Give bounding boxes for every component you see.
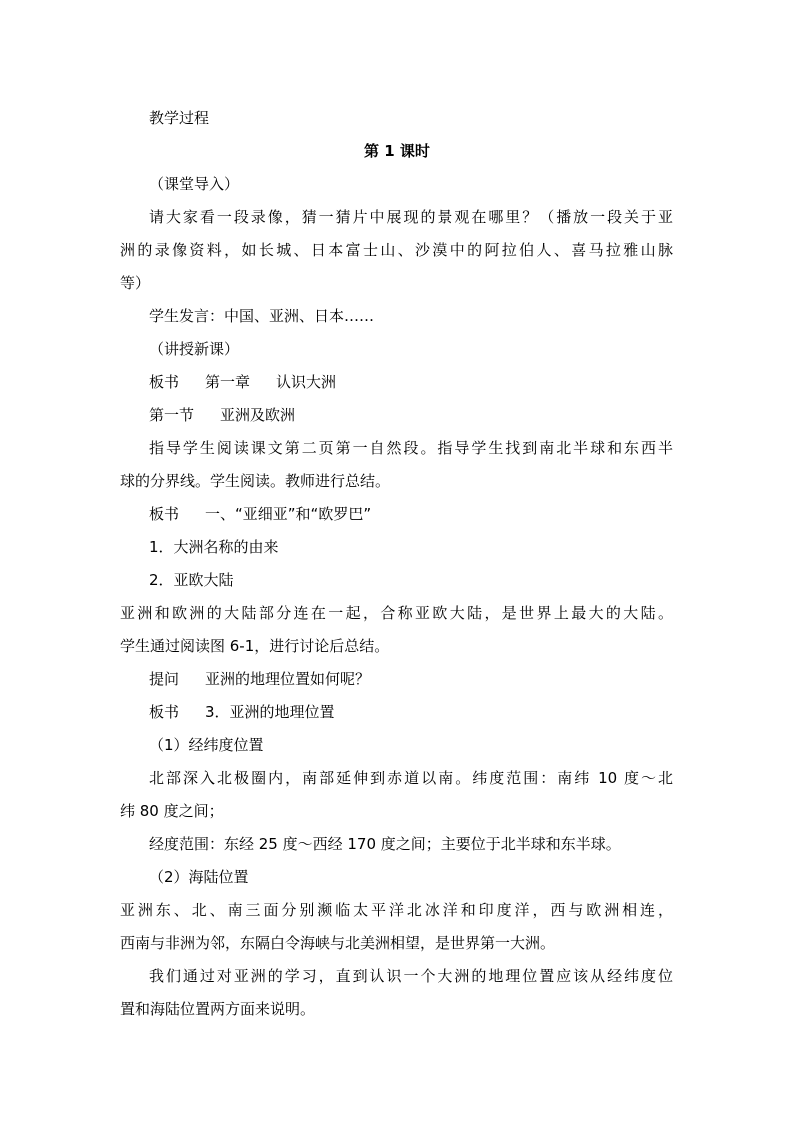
eurasia-heading: 2．亚欧大陆 (149, 571, 234, 589)
question-row (149, 669, 709, 689)
classroom-intro-label: （课堂导入） (149, 175, 240, 193)
sea-land-heading: （2）海陆位置 (149, 868, 249, 886)
summary-line-2: 置和海陆位置两方面来说明。 (120, 1000, 316, 1018)
board-label: 板书 (149, 373, 180, 391)
new-lesson-label: （讲授新课） (149, 340, 240, 358)
paragraph-video-line-1: 请大家看一段录像，猜一猜片中展现的景观在哪里？（播放一段关于亚 (149, 208, 673, 226)
question-label: 提问 (149, 670, 180, 688)
summary-line-1: 我们通过对亚洲的学习，直到认识一个大洲的地理位置应该从经纬度位 (149, 967, 673, 985)
board-location-row (149, 702, 709, 722)
board-subtitle-row (149, 504, 709, 524)
latitude-range-line-2: 纬 80 度之间； (120, 802, 224, 820)
paragraph-video-line-2: 洲的录像资料，如长城、日本富士山、沙漠中的阿拉伯人、喜马拉雅山脉 (120, 241, 673, 259)
reading-guide-line-1: 指导学生阅读课文第二页第一自然段。指导学生找到南北半球和东西半 (149, 439, 673, 457)
chapter-title: 认识大洲 (276, 373, 337, 391)
paragraph-video-line-3: 等） (120, 274, 151, 292)
sea-land-description-line-2: 西南与非洲为邻，东隔白令海峡与北美洲相望，是世界第一大洲。 (120, 934, 556, 952)
eurasia-description: 亚洲和欧洲的大陆部分连在一起，合称亚欧大陆，是世界上最大的大陆。 (120, 604, 673, 622)
figure-discussion: 学生通过阅读图 6-1，进行讨论后总结。 (120, 637, 390, 655)
student-answer: 学生发言：中国、亚洲、日本…… (149, 307, 375, 325)
longitude-range: 经度范围：东经 25 度～西经 170 度之间；主要位于北半球和东半球。 (149, 835, 621, 853)
lesson-title: 第 1 课时 (364, 142, 430, 160)
asia-location-heading: 3．亚洲的地理位置 (205, 703, 335, 721)
board-label-3: 板书 (149, 703, 180, 721)
section-title: 亚洲及欧洲 (220, 406, 296, 424)
board-title-row (149, 372, 709, 392)
latitude-longitude-heading: （1）经纬度位置 (149, 736, 264, 754)
reading-guide-line-2: 球的分界线。学生阅读。教师进行总结。 (120, 472, 391, 490)
continent-name-origin: 1．大洲名称的由来 (149, 538, 279, 556)
question-text: 亚洲的地理位置如何呢？ (205, 670, 371, 688)
asia-europe-name-heading: 一、“亚细亚”和“欧罗巴” (205, 505, 372, 523)
section-title-row (149, 405, 709, 425)
sea-land-description-line-1: 亚洲东、北、南三面分别濒临太平洋北冰洋和印度洋，西与欧洲相连， (120, 901, 673, 919)
latitude-range-line-1: 北部深入北极圈内，南部延伸到赤道以南。纬度范围：南纬 10 度～北 (149, 769, 673, 787)
chapter-number: 第一章 (205, 373, 251, 391)
board-label-2: 板书 (149, 505, 180, 523)
section-number: 第一节 (149, 406, 195, 424)
section-heading: 教学过程 (149, 109, 210, 127)
